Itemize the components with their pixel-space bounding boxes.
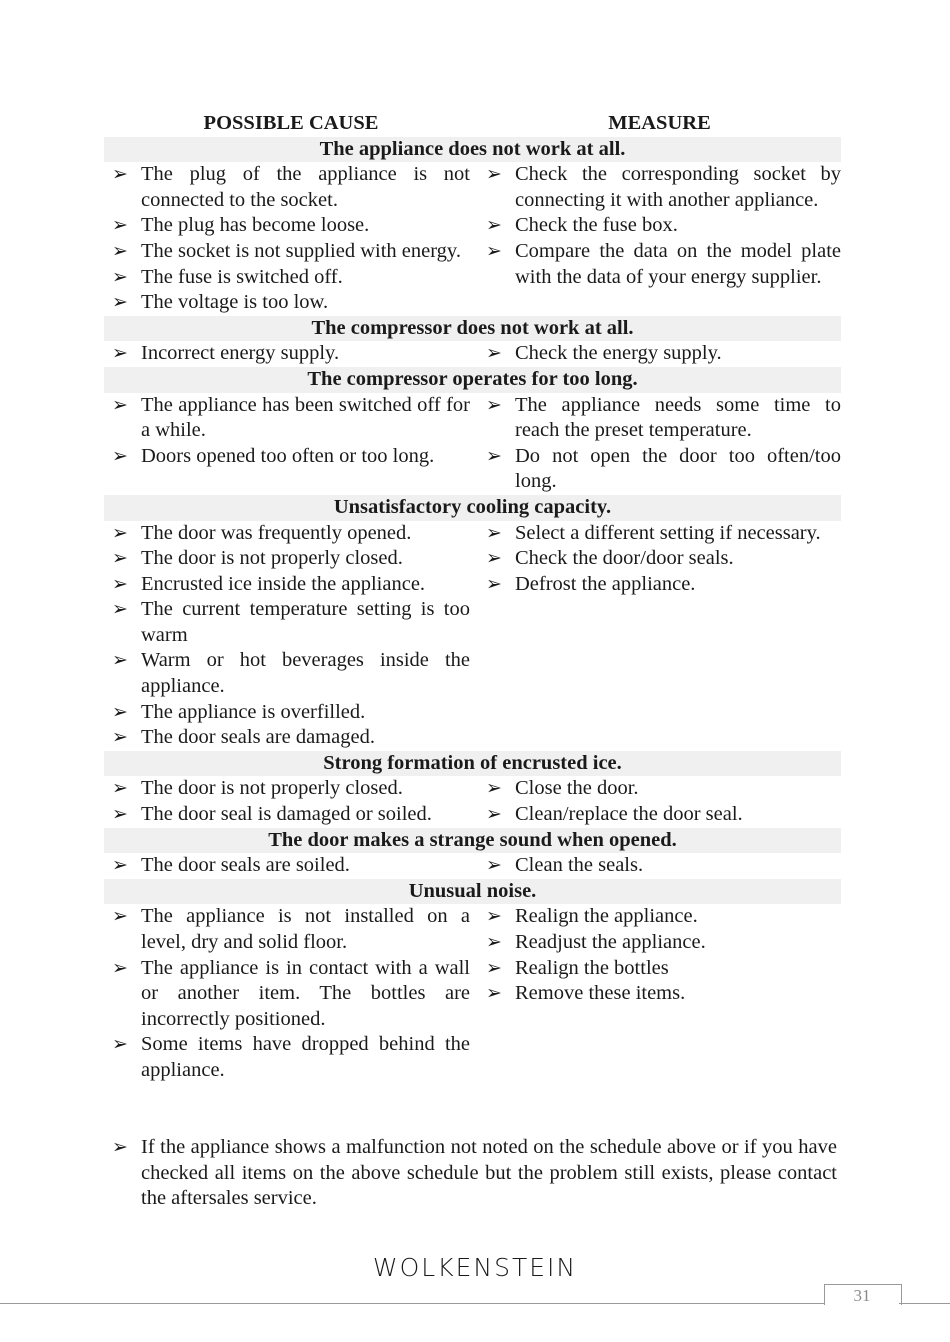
cause-item-text: The door is not properly closed. <box>141 777 403 800</box>
measure-list <box>478 341 841 367</box>
measure-item-text: The appliance needs some time to reach the preset temperature. <box>515 393 841 442</box>
cause-list <box>104 341 470 367</box>
measure-item <box>478 444 841 495</box>
section-content-row <box>104 341 841 367</box>
cause-item <box>104 546 470 572</box>
cause-item <box>104 290 470 316</box>
header-measure: MEASURE <box>608 112 711 134</box>
arrow-bullet-icon: ➢ <box>486 982 502 1005</box>
table-body <box>104 137 841 1084</box>
measure-item-text: Clean the seals. <box>515 854 644 877</box>
arrow-bullet-icon: ➢ <box>486 547 502 570</box>
cause-item-text: The door is not properly closed. <box>141 547 403 570</box>
cause-item-text: Incorrect energy supply. <box>141 342 340 365</box>
cause-item-text: The door seals are soiled. <box>141 854 350 877</box>
measure-item <box>478 162 841 213</box>
measure-item-text: Close the door. <box>515 777 639 800</box>
measure-item-text: Select a different setting if necessary. <box>515 521 821 544</box>
measure-item <box>478 341 841 367</box>
cause-list-cell <box>104 776 478 827</box>
arrow-bullet-icon: ➢ <box>112 700 128 723</box>
cause-list-cell <box>104 521 478 751</box>
cause-item <box>104 904 470 955</box>
page-number: 31 <box>853 1286 871 1305</box>
arrow-bullet-icon: ➢ <box>112 649 128 672</box>
cause-item-text: Some items have dropped behind the appliance. <box>141 1033 470 1081</box>
cause-list <box>104 776 470 827</box>
cause-item <box>104 648 470 699</box>
arrow-bullet-icon: ➢ <box>486 163 502 186</box>
arrow-bullet-icon: ➢ <box>112 163 128 186</box>
arrow-bullet-icon: ➢ <box>486 342 502 365</box>
cause-list <box>104 521 470 751</box>
cause-item <box>104 521 470 547</box>
measure-list <box>478 853 841 879</box>
cause-item-text: Doors opened too often or too long. <box>141 444 435 467</box>
arrow-bullet-icon: ➢ <box>112 1136 128 1158</box>
arrow-bullet-icon: ➢ <box>112 854 128 877</box>
arrow-bullet-icon: ➢ <box>112 342 128 365</box>
measure-item-text: Defrost the appliance. <box>515 572 696 595</box>
cause-item-text: The current temperature setting is too warm <box>141 598 470 646</box>
arrow-bullet-icon: ➢ <box>486 956 502 979</box>
measure-item <box>478 393 841 444</box>
cause-list-cell <box>104 341 478 367</box>
arrow-bullet-icon: ➢ <box>112 291 128 314</box>
cause-item-text: The appliance is overfilled. <box>141 700 366 723</box>
measure-list <box>478 162 841 290</box>
section-title-row <box>104 495 841 521</box>
measure-item-text: Check the fuse box. <box>515 214 678 237</box>
arrow-bullet-icon: ➢ <box>486 214 502 237</box>
cause-item <box>104 1032 470 1083</box>
arrow-bullet-icon: ➢ <box>112 726 128 749</box>
section-title-row <box>104 316 841 342</box>
arrow-bullet-icon: ➢ <box>112 572 128 595</box>
troubleshooting-table <box>104 111 841 1084</box>
measure-item-text: Clean/replace the door seal. <box>515 803 743 826</box>
cause-item <box>104 700 470 726</box>
arrow-bullet-icon: ➢ <box>112 905 128 928</box>
section-title-row <box>104 828 841 854</box>
measure-item-text: Readjust the appliance. <box>515 931 706 953</box>
cause-item-text: The appliance is not installed on a level, dry and solid floor. <box>141 905 470 953</box>
section-title-row <box>104 367 841 393</box>
cause-item <box>104 239 470 265</box>
measure-list-cell <box>478 904 841 1083</box>
measure-item <box>478 521 841 547</box>
measure-list-cell <box>478 853 841 879</box>
measure-item <box>478 904 841 930</box>
cause-item <box>104 853 470 879</box>
section-content-row <box>104 162 841 316</box>
footer-note-item <box>104 1135 837 1212</box>
arrow-bullet-icon: ➢ <box>112 777 128 800</box>
cause-item-text: The door seal is damaged or soiled. <box>141 803 432 826</box>
cause-list-cell <box>104 393 478 495</box>
section-title-row <box>104 751 841 777</box>
cause-item <box>104 572 470 598</box>
arrow-bullet-icon: ➢ <box>486 393 502 416</box>
cause-item <box>104 776 470 802</box>
cause-item-text: The voltage is too low. <box>141 291 329 314</box>
measure-list-cell <box>478 776 841 827</box>
cause-item-text: Warm or hot beverages inside the appliance. <box>141 649 470 698</box>
header-possible-cause: POSSIBLE CAUSE <box>203 112 379 134</box>
section-title-row <box>104 879 841 905</box>
brand-logo: WOLKENSTEIN <box>372 1253 578 1282</box>
measure-list <box>478 521 841 598</box>
cause-item <box>104 341 470 367</box>
arrow-bullet-icon: ➢ <box>112 265 128 288</box>
measure-item-text: Check the door/door seals. <box>515 547 734 570</box>
arrow-bullet-icon: ➢ <box>112 803 128 826</box>
arrow-bullet-icon: ➢ <box>112 239 128 262</box>
cause-item-text: The plug of the appliance is not connected to the socket. <box>141 163 470 211</box>
measure-item <box>478 930 841 956</box>
cause-item-text: The socket is not supplied with energy. <box>141 239 461 262</box>
cause-item-text: The fuse is switched off. <box>141 265 343 288</box>
measure-item-text: Realign the bottles <box>515 956 669 979</box>
cause-list <box>104 853 470 879</box>
measure-list <box>478 904 841 1006</box>
arrow-bullet-icon: ➢ <box>486 521 502 544</box>
section-title: The compressor operates for too long. <box>104 367 841 393</box>
measure-item <box>478 239 841 290</box>
measure-item-text: Realign the appliance. <box>515 905 698 928</box>
footer-note-text: If the appliance shows a malfunction not noted on the schedule above or if you have checked all items on the above schedule but the problem still exists, please contact the aftersales service. <box>141 1136 837 1210</box>
cause-list-cell <box>104 853 478 879</box>
section-title: Strong formation of encrusted ice. <box>104 751 841 777</box>
measure-list <box>478 393 841 495</box>
measure-item <box>478 981 841 1007</box>
measure-list <box>478 776 841 827</box>
arrow-bullet-icon: ➢ <box>112 521 128 544</box>
cause-list-cell <box>104 162 478 316</box>
measure-item-text: Check the corresponding socket by connecting it with another appliance. <box>515 163 841 211</box>
measure-item-text: Do not open the door too often/too long. <box>515 444 841 493</box>
cause-item <box>104 213 470 239</box>
cause-list <box>104 162 470 316</box>
arrow-bullet-icon: ➢ <box>112 393 128 416</box>
arrow-bullet-icon: ➢ <box>486 931 502 953</box>
cause-item <box>104 956 470 1033</box>
measure-list-cell <box>478 393 841 495</box>
measure-item <box>478 213 841 239</box>
cause-item-text: The appliance is in contact with a wall or another item. The bottles are incorrectly positioned. <box>141 956 470 1030</box>
measure-item <box>478 546 841 572</box>
section-content-row <box>104 904 841 1083</box>
cause-list <box>104 393 470 470</box>
arrow-bullet-icon: ➢ <box>112 214 128 237</box>
cause-list-cell <box>104 904 478 1083</box>
cause-item <box>104 265 470 291</box>
cause-item-text: The door was frequently opened. <box>141 521 412 544</box>
measure-item-text: Check the energy supply. <box>515 342 722 365</box>
measure-list-cell <box>478 162 841 316</box>
measure-item-text: Compare the data on the model plate with the data of your energy supplier. <box>515 239 841 288</box>
measure-item-text: Remove these items. <box>515 982 686 1005</box>
arrow-bullet-icon: ➢ <box>486 854 502 877</box>
cause-item <box>104 393 470 444</box>
cause-list <box>104 904 470 1083</box>
arrow-bullet-icon: ➢ <box>112 1033 128 1056</box>
measure-item <box>478 802 841 828</box>
measure-item <box>478 956 841 982</box>
cause-item-text: The appliance has been switched off for a while. <box>141 393 470 442</box>
section-title: The appliance does not work at all. <box>104 137 841 163</box>
measure-list-cell <box>478 341 841 367</box>
section-content-row <box>104 853 841 879</box>
arrow-bullet-icon: ➢ <box>112 547 128 570</box>
arrow-bullet-icon: ➢ <box>112 444 128 467</box>
footer-rule <box>0 1303 825 1304</box>
cause-item <box>104 162 470 213</box>
arrow-bullet-icon: ➢ <box>486 444 502 467</box>
section-title-row <box>104 137 841 163</box>
section-content-row <box>104 521 841 751</box>
arrow-bullet-icon: ➢ <box>486 572 502 595</box>
section-title: Unusual noise. <box>104 879 841 905</box>
cause-item-text: The plug has become loose. <box>141 214 370 237</box>
measure-list-cell <box>478 521 841 751</box>
section-title: Unsatisfactory cooling capacity. <box>104 495 841 521</box>
footer-note <box>104 1135 837 1212</box>
measure-item <box>478 853 841 879</box>
cause-item <box>104 444 470 470</box>
cause-item <box>104 725 470 751</box>
arrow-bullet-icon: ➢ <box>486 777 502 800</box>
cause-item-text: Encrusted ice inside the appliance. <box>141 572 426 595</box>
cause-item <box>104 802 470 828</box>
measure-item <box>478 776 841 802</box>
arrow-bullet-icon: ➢ <box>486 905 502 928</box>
measure-item <box>478 572 841 598</box>
arrow-bullet-icon: ➢ <box>112 956 128 979</box>
cause-item <box>104 597 470 648</box>
table-header-row <box>104 111 841 137</box>
section-content-row <box>104 393 841 495</box>
section-content-row <box>104 776 841 827</box>
footer-rule-right <box>899 1303 950 1304</box>
arrow-bullet-icon: ➢ <box>112 598 128 621</box>
arrow-bullet-icon: ➢ <box>486 239 502 262</box>
section-title: The door makes a strange sound when opened. <box>104 828 841 854</box>
section-title: The compressor does not work at all. <box>104 316 841 342</box>
arrow-bullet-icon: ➢ <box>486 803 502 826</box>
cause-item-text: The door seals are damaged. <box>141 726 375 749</box>
